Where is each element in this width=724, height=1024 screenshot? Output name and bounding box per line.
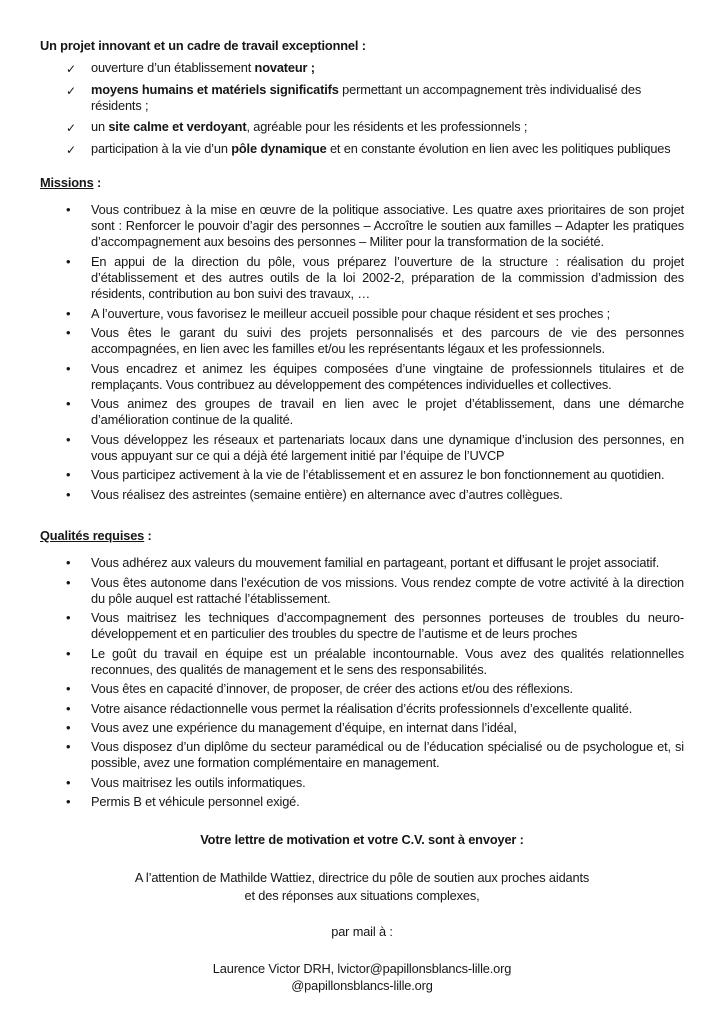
quality-item-text: Vous êtes en capacité d’innover, de proposer, de créer des actions et/ou des réflexions. bbox=[91, 681, 573, 697]
bullet-icon: • bbox=[66, 305, 71, 321]
bullet-icon: • bbox=[66, 574, 71, 590]
mission-item-text: Vous animez des groupes de travail en lien avec le projet d’établissement, dans une démarche d’amélioration continue de la qualité. bbox=[91, 396, 684, 428]
checklist-item bbox=[66, 82, 684, 115]
missions-list bbox=[40, 202, 684, 503]
mission-item bbox=[66, 432, 684, 465]
contact-line-1: Laurence Victor DRH, lvictor@papillonsblancs-lille.org bbox=[212, 960, 512, 976]
check-icon: ✓ bbox=[66, 84, 76, 99]
mission-item bbox=[66, 325, 684, 358]
quality-item bbox=[66, 701, 684, 717]
mission-item-text: En appui de la direction du pôle, vous préparez l’ouverture de la structure : réalisation du projet d’établissement et des autres outils de la loi 2002-2, préparation de la commission d’admission des résidents, contribution au bon suivi des travaux, … bbox=[91, 253, 684, 302]
mission-item-text: Vous encadrez et animez les équipes composées d’une vingtaine de professionnels titulaires et de remplaçants. Vous contribuez au développement des compétences individuelles et collectives. bbox=[91, 360, 684, 392]
bullet-icon: • bbox=[66, 774, 71, 790]
mission-item-text: Vous êtes le garant du suivi des projets personnalisés et des parcours de vie des personnes accompagnées, en lien avec les familles et/ou les représentants légaux et les professionnels. bbox=[91, 324, 684, 357]
mission-item bbox=[66, 467, 684, 483]
mission-item bbox=[66, 487, 684, 503]
quality-item bbox=[66, 610, 684, 643]
mission-item bbox=[66, 361, 684, 394]
mail-intro: par mail à : bbox=[331, 923, 393, 939]
bullet-icon: • bbox=[66, 555, 71, 571]
check-icon: ✓ bbox=[66, 62, 76, 77]
checklist-item-text: moyens humains et matériels significatifs permettant un accompagnement très individualisé des résidents ; bbox=[91, 82, 642, 114]
quality-item-text: Vous maitrisez les outils informatiques. bbox=[91, 774, 306, 790]
mission-item-text: A l’ouverture, vous favorisez le meilleur accueil possible pour chaque résident et ses proches ; bbox=[91, 305, 611, 321]
bullet-icon: • bbox=[66, 467, 71, 483]
mission-item bbox=[66, 254, 684, 303]
quality-item bbox=[66, 720, 684, 736]
quality-item-text: Vous êtes autonome dans l’exécution de vos missions. Vous rendez compte de votre activité à la direction du pôle auquel est rattaché l’établissement. bbox=[91, 574, 684, 606]
bullet-icon: • bbox=[66, 396, 71, 412]
quality-item bbox=[66, 794, 684, 810]
quality-item-text: Votre aisance rédactionnelle vous permet la réalisation d’écrits professionnels d’excellente qualité. bbox=[91, 700, 633, 716]
quality-item bbox=[66, 739, 684, 772]
bullet-icon: • bbox=[66, 324, 71, 340]
bullet-icon: • bbox=[66, 201, 71, 217]
quality-item-text: Vous avez une expérience du management d’équipe, en internat dans l’idéal, bbox=[91, 719, 517, 735]
closing-section bbox=[40, 832, 684, 995]
attention-lines bbox=[40, 869, 684, 905]
checklist-item-text: un site calme et verdoyant, agréable pour les résidents et les professionnels ; bbox=[91, 119, 528, 135]
bullet-icon: • bbox=[66, 360, 71, 376]
checklist-item bbox=[66, 141, 684, 158]
quality-item bbox=[66, 681, 684, 697]
mission-item-text: Vous contribuez à la mise en œuvre de la politique associative. Les quatre axes prioritaires de son projet sont : Renforcer le pouvoir d’agir des personnes – Accroître le soutien aux familles – Adapter les pratiques d’accompagnement aux besoins des personnes – Militer pour la transformation de la société. bbox=[91, 201, 684, 250]
bullet-icon: • bbox=[66, 719, 71, 735]
quality-item-text: Vous maitrisez les techniques d’accompagnement des personnes porteuses de troubles du neuro-développement et en particulier des troubles du spectre de l’autisme et de leurs proches bbox=[91, 610, 684, 642]
mission-item-text: Vous réalisez des astreintes (semaine entière) en alternance avec d’autres collègues. bbox=[91, 486, 563, 502]
quality-item-text: Le goût du travail en équipe est un préalable incontournable. Vous avez des qualités relationnelles reconnues, des qualités de management et le sens des responsabilités. bbox=[91, 645, 684, 677]
check-icon: ✓ bbox=[66, 143, 76, 158]
qualities-list bbox=[40, 555, 684, 810]
qualities-heading bbox=[40, 528, 684, 544]
bullet-icon: • bbox=[66, 794, 71, 810]
attention-line-2: et des réponses aux situations complexes, bbox=[244, 887, 480, 903]
bullet-icon: • bbox=[66, 486, 71, 502]
check-icon: ✓ bbox=[66, 121, 76, 136]
contact-lines bbox=[40, 960, 684, 995]
bullet-icon: • bbox=[66, 253, 71, 269]
missions-heading bbox=[40, 175, 684, 191]
project-checklist bbox=[40, 60, 684, 158]
quality-item-text: Vous disposez d’un diplôme du secteur paramédical ou de l’éducation spécialisé ou de psychologue et, si possible, avez une formation complémentaire en management. bbox=[91, 739, 684, 771]
mission-item bbox=[66, 202, 684, 251]
qualities-heading-colon: : bbox=[144, 527, 152, 543]
contact-line-2: @papillonsblancs-lille.org bbox=[291, 978, 433, 994]
checklist-item bbox=[66, 119, 684, 136]
mission-item-text: Vous participez activement à la vie de l’établissement et en assurez le bon fonctionnement au quotidien. bbox=[91, 467, 665, 483]
checklist-item bbox=[66, 60, 684, 77]
quality-item bbox=[66, 646, 684, 679]
bullet-icon: • bbox=[66, 610, 71, 626]
quality-item bbox=[66, 555, 684, 571]
checklist-item-text: ouverture d’un établissement novateur ; bbox=[91, 60, 315, 76]
mission-item-text: Vous développez les réseaux et partenariats locaux dans une dynamique d’inclusion des personnes, en vous appuyant sur ce qui a déjà été largement initié par l’équipe de l’UVCP bbox=[91, 431, 684, 464]
qualities-heading-text: Qualités requises bbox=[40, 527, 145, 543]
quality-item-text: Vous adhérez aux valeurs du mouvement familial en partageant, portant et diffusant le projet associatif. bbox=[91, 555, 660, 571]
mission-item bbox=[66, 306, 684, 322]
quality-item-text: Permis B et véhicule personnel exigé. bbox=[91, 794, 300, 810]
bullet-icon: • bbox=[66, 431, 71, 447]
mission-item bbox=[66, 396, 684, 429]
send-instruction: Votre lettre de motivation et votre C.V. sont à envoyer : bbox=[200, 832, 524, 848]
bullet-icon: • bbox=[66, 739, 71, 755]
quality-item bbox=[66, 575, 684, 608]
attention-line-1: A l’attention de Mathilde Wattiez, directrice du pôle de soutien aux proches aidants bbox=[134, 869, 590, 885]
missions-heading-colon: : bbox=[93, 174, 102, 190]
missions-heading-text: Missions bbox=[40, 174, 94, 190]
bullet-icon: • bbox=[66, 645, 71, 661]
quality-item bbox=[66, 775, 684, 791]
bullet-icon: • bbox=[66, 700, 71, 716]
checklist-item-text: participation à la vie d’un pôle dynamique et en constante évolution en lien avec les politiques publiques bbox=[91, 141, 671, 157]
intro-heading: Un projet innovant et un cadre de travail exceptionnel : bbox=[40, 38, 366, 53]
bullet-icon: • bbox=[66, 681, 71, 697]
